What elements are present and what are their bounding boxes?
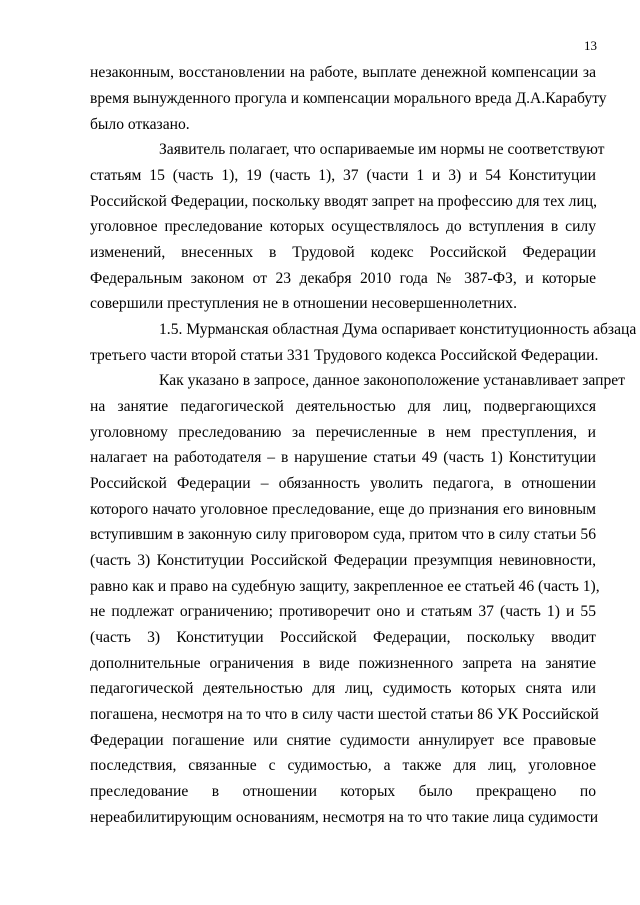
text-line: 1.5. Мурманская областная Дума оспаривает конституционность абзаца — [159, 321, 637, 338]
text-line: дополнительные ограничения в виде пожизненного запрета на занятие — [90, 655, 596, 672]
text-line: последствия, связанные с судимостью, а также для лиц, уголовное — [90, 757, 596, 774]
text-line: преследование в отношении которых было прекращено по — [90, 783, 596, 800]
page-number: 13 — [584, 38, 597, 53]
text-line: незаконным, восстановлении на работе, выплате денежной компенсации за — [90, 64, 596, 81]
text-line: Заявитель полагает, что оспариваемые им нормы не соответствуют — [159, 141, 605, 158]
text-line: статьям 15 (часть 1), 19 (часть 1), 37 (части 1 и 3) и 54 Конституции — [90, 167, 596, 184]
text-line: Как указано в запросе, данное законоположение устанавливает запрет — [159, 372, 626, 389]
text-line: совершили преступления не в отношении несовершеннолетних. — [90, 295, 517, 312]
text-line: педагогической деятельностью для лиц, судимость которых снята или — [90, 680, 596, 697]
text-line: уголовное преследование которых осуществлялось до вступления в силу — [90, 218, 596, 235]
text-line: (часть 3) Конституции Российской Федерации презумпция невиновности, — [90, 552, 596, 569]
text-line: вступившим в законную силу приговором суда, притом что в силу статьи 56 — [90, 526, 596, 543]
text-line: на занятие педагогической деятельностью для лиц, подвергающихся — [90, 398, 596, 415]
text-line: равно как и право на судебную защиту, закрепленное ее статьей 46 (часть 1), — [90, 578, 600, 595]
text-line: изменений, внесенных в Трудовой кодекс Российской Федерации — [90, 244, 596, 261]
text-line: было отказано. — [90, 116, 190, 133]
text-line: погашена, несмотря на то что в силу части шестой статьи 86 УК Российской — [90, 706, 599, 723]
text-line: Российской Федерации – обязанность уволить педагога, в отношении — [90, 475, 596, 492]
text-line: третьего части второй статьи 331 Трудового кодекса Российской Федерации. — [90, 347, 599, 364]
text-line: налагает на работодателя – в нарушение статьи 49 (часть 1) Конституции — [90, 449, 596, 466]
text-line: Российской Федерации, поскольку вводят запрет на профессию для тех лиц, — [90, 193, 598, 210]
text-line: которого начато уголовное преследование, еще до признания его виновным — [90, 501, 596, 518]
text-line: нереабилитирующим основаниям, несмотря на то что такие лица судимости — [90, 809, 599, 826]
text-line: время вынужденного прогула и компенсации морального вреда Д.А.Карабуту — [90, 90, 607, 107]
text-line: не подлежат ограничению; противоречит оно и статьям 37 (часть 1) и 55 — [90, 603, 596, 620]
text-line: уголовному преследованию за перечисленные в нем преступления, и — [90, 424, 596, 441]
text-line: Федеральным законом от 23 декабря 2010 года № 387-ФЗ, и которые — [90, 270, 596, 287]
text-line: Федерации погашение или снятие судимости аннулирует все правовые — [90, 732, 596, 749]
text-line: (часть 3) Конституции Российской Федерации, поскольку вводит — [90, 629, 596, 646]
